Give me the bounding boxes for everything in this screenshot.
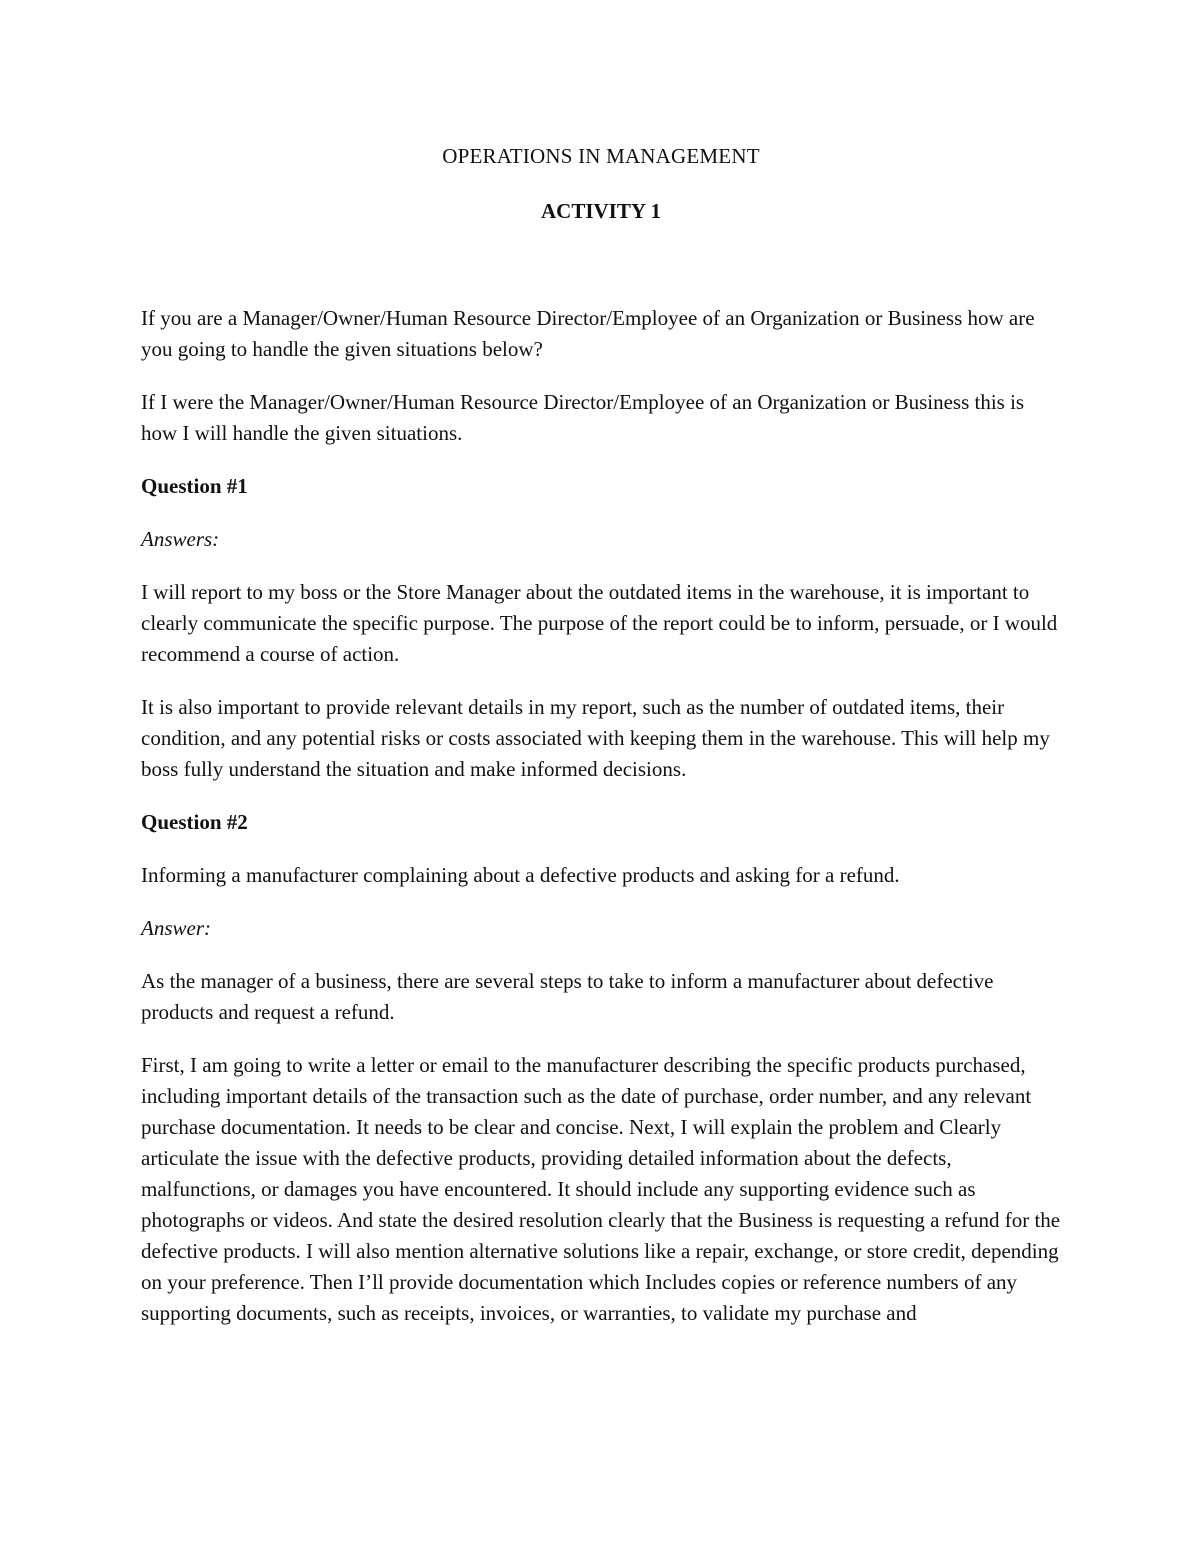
question-1-paragraph: I will report to my boss or the Store Manager about the outdated items in the warehouse, it is important to clearly communicate the specific purpose. The purpose of the report could be to inform, persuade, or I would recommend a course of action.	[141, 580, 1058, 666]
document-content	[141, 141, 1061, 1329]
question-2-prompt: Informing a manufacturer complaining about a defective products and asking for a refund.	[141, 863, 900, 887]
question-1-paragraph: It is also important to provide relevant details in my report, such as the number of outdated items, their condition, and any potential risks or costs associated with keeping them in the warehouse. This will help my boss fully understand the situation and make informed decisions.	[141, 695, 1050, 781]
question-2-answer-label: Answer:	[141, 916, 211, 940]
activity-title: ACTIVITY 1	[541, 199, 661, 223]
intro-question: If you are a Manager/Owner/Human Resource Director/Employee of an Organization or Business how are you going to handle the given situations below?	[141, 306, 1035, 361]
question-1-heading: Question #1	[141, 474, 248, 498]
intro-answer: If I were the Manager/Owner/Human Resource Director/Employee of an Organization or Business this is how I will handle the given situations.	[141, 390, 1025, 445]
question-2-paragraph: As the manager of a business, there are several steps to take to inform a manufacturer about defective products and request a refund.	[141, 969, 994, 1024]
course-title: OPERATIONS IN MANAGEMENT	[442, 144, 760, 168]
title-block	[141, 141, 1061, 227]
question-2-paragraph: First, I am going to write a letter or email to the manufacturer describing the specific products purchased, including important details of the transaction such as the date of purchase, order number, and any relevant purchase documentation. It needs to be clear and concise. Next, I will explain the problem and Clearly articulate the issue with the defective products, providing detailed information about the defects, malfunctions, or damages you have encountered. It should include any supporting evidence such as photographs or videos. And state the desired resolution clearly that the Business is requesting a refund for the defective products. I will also mention alternative solutions like a repair, exchange, or store credit, depending on your preference. Then I’ll provide documentation which Includes copies or reference numbers of any supporting documents, such as receipts, invoices, or warranties, to validate my purchase and	[141, 1053, 1061, 1325]
question-2-heading: Question #2	[141, 810, 248, 834]
question-1-answers-label: Answers:	[141, 527, 220, 551]
